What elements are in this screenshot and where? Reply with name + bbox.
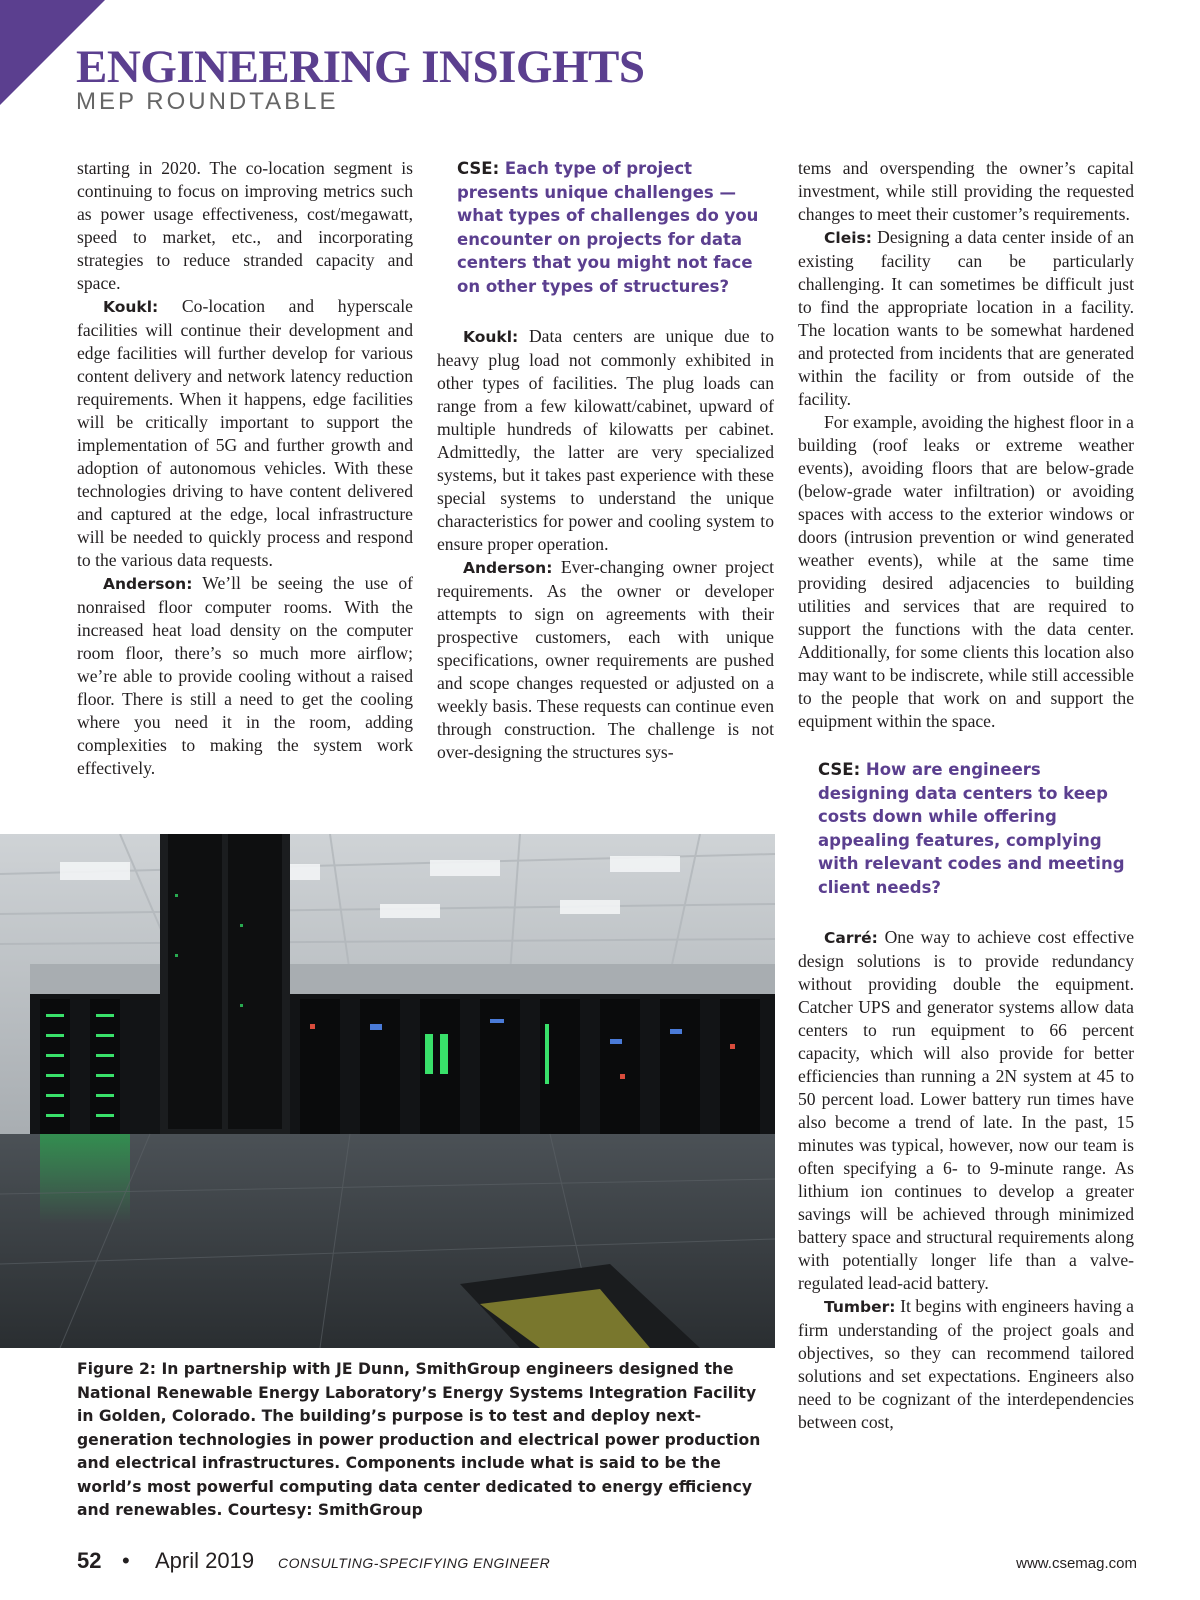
question-label: CSE: (818, 760, 861, 779)
paragraph-text: Co-location and hyperscale facilities will continue their development and edge facilities will further develop for various content delivery and network latency reduction requirements. When it happens, edge facilities will be critically important to support the implementation of 5G and further growth and adoption of autonomous vehicles. With these technologies driving to have content delivered and captured at the edge, local infrastructure will be needed to quickly process and respond to the various data requests. (77, 296, 413, 570)
paragraph-text: Designing a data center inside of an existing facility can be particularly challenging. It can sometimes be difficult just to find the appropriate location in a facility. The location wants to be somewhat hardened and protected from incidents that are generated within the facility or from outside of the facility. (798, 227, 1134, 409)
section-subtitle: MEP ROUNDTABLE (76, 88, 339, 115)
article-column-1 (77, 157, 413, 780)
paragraph (77, 295, 413, 572)
figure-caption: Figure 2: In partnership with JE Dunn, SmithGroup engineers designed the National Renewable Energy Laboratory’s Energy Systems Integration Facility in Golden, Colorado. The building’s purpose is to test and deploy next-generation technologies in power production and electrical power production and electrical infrastructures. Components include what is said to be the world’s most powerful computing data center dedicated to energy efficiency and renewables. Courtesy: SmithGroup (77, 1360, 761, 1519)
website-link[interactable]: www.csemag.com (1016, 1555, 1137, 1572)
question (437, 157, 774, 298)
article-column-3 (798, 157, 1134, 1434)
article-column-2 (437, 157, 774, 764)
paragraph-text: One way to achieve cost effective design solutions is to provide redundancy without providing double the equipment. Catcher UPS and generator systems allow data centers to run equipment to 66 percent capacity, which will also provide for better efficiencies than running a 2N system at 45 to 50 percent load. Lower battery run times have also become a trend of late. In the past, 15 minutes was typical, however, now our team is often specifying a 6- to 9-minute range. As lithium ion continues to develop a greater savings will be achieved through minimized battery space and structural requirements along with potentially longer life than a valve-regulated lead-acid battery. (798, 927, 1134, 1293)
paragraph-text: Data centers are unique due to heavy plug load not commonly exhibited in other types of facilities. The plug loads can range from a few kilowatt/cabinet, upward of multiple hundreds of kilowatts per cabinet. Admittedly, the latter are very specialized systems, but it takes past experience with these special systems to understand the unique characteristics for power and cooling system to ensure proper operation. (437, 326, 774, 554)
speaker-name: Tumber: (824, 1298, 896, 1316)
question-label: CSE: (457, 159, 500, 178)
paragraph (437, 325, 774, 556)
paragraph: tems and overspending the owner’s capital investment, while still providing the requested changes to meet their customer’s requirements. (798, 158, 1134, 224)
page-footer (77, 1548, 1137, 1580)
speaker-name: Cleis: (824, 229, 872, 247)
speaker-name: Anderson: (463, 559, 553, 577)
paragraph: starting in 2020. The co-location segment is continuing to focus on improving metrics such as power usage effectiveness, cost/megawatt, speed to market, etc., and incorporating strategies to reduce stranded capacity and space. (77, 158, 413, 293)
footer-bullet: • (122, 1548, 130, 1573)
paragraph-text: Ever-changing owner project requirements. As the owner or developer attempts to sign on agreements with their prospective customers, each with unique specifications, owner requirements are pushed and scope changes requested or adjusted on a weekly basis. These requests can continue even through construction. The challenge is not over-designing the structures sys- (437, 557, 774, 762)
magazine-name: CONSULTING-SPECIFYING ENGINEER (278, 1555, 551, 1571)
speaker-name: Carré: (824, 929, 878, 947)
paragraph: For example, avoiding the highest floor in a building (roof leaks or extreme weather events), avoiding floors that are below-grade (below-grade water infiltration) or avoiding spaces with access to the exterior windows or doors (intrusion prevention or wind generated weather events), while at the same time providing desired adjacencies to building utilities and services that are required to support the functions with the data center. Additionally, for some clients this location also may want to be indiscrete, while still accessible to the people that work on and support the equipment within the space. (798, 412, 1134, 731)
question-text: How are engineers designing data centers to keep costs down while offering appealing features, complying with relevant codes and meeting client needs? (818, 760, 1125, 897)
page-number: 52 (77, 1548, 102, 1573)
section-title: ENGINEERING INSIGHTS (76, 41, 645, 93)
paragraph-text: It begins with engineers having a firm understanding of the project goals and objectives, so they can recommend tailored solutions and set expectations. Engineers also need to be cognizant of the interdependencies between cost, (798, 1296, 1134, 1432)
question-text: Each type of project presents unique challenges — what types of challenges do you encounter on projects for data centers that you might not face on other types of structures? (457, 159, 759, 296)
paragraph (77, 572, 413, 780)
paragraph (798, 926, 1134, 1295)
speaker-name: Koukl: (463, 328, 519, 346)
paragraph (798, 1295, 1134, 1434)
question (798, 758, 1134, 899)
issue-date: April 2019 (155, 1548, 255, 1573)
paragraph (798, 226, 1134, 411)
data-center-photo (0, 834, 775, 1348)
speaker-name: Anderson: (103, 575, 193, 593)
paragraph-text: We’ll be seeing the use of nonraised floor computer rooms. With the increased heat load density on the computer room floor, there’s so much more airflow; we’re able to provide cooling without a raised floor. There is still a need to get the cooling where you need it in the room, adding complexities to making the system work effectively. (77, 573, 413, 778)
speaker-name: Koukl: (103, 298, 159, 316)
paragraph (437, 556, 774, 764)
